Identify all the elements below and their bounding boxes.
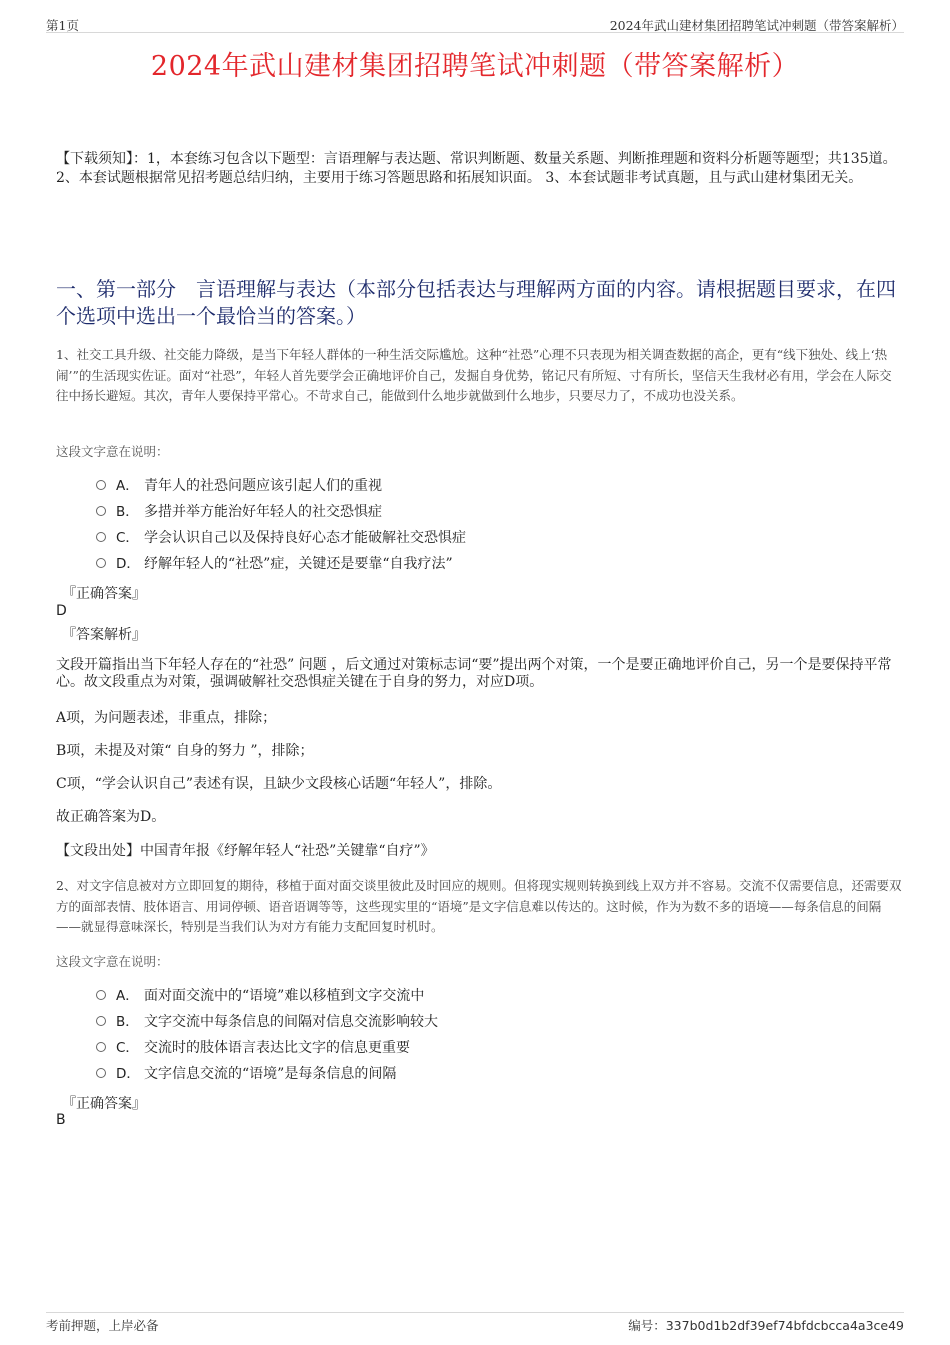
radio-icon[interactable] <box>96 1068 106 1078</box>
question-1-analysis-conclusion: 故正确答案为D。 <box>56 809 166 825</box>
question-2-answer-label: 『正确答案』 <box>62 1096 146 1112</box>
question-1-analysis-label: 『答案解析』 <box>62 627 146 643</box>
question-2-option-d[interactable]: D． 文字信息交流的“语境”是每条信息的间隔 <box>96 1063 396 1085</box>
question-2-option-b[interactable]: B． 文字交流中每条信息的间隔对信息交流影响较大 <box>96 1011 438 1033</box>
page-header <box>46 14 904 33</box>
radio-icon[interactable] <box>96 480 106 490</box>
question-2-text: 2、对文字信息被对方立即回复的期待，移植于面对面交谈里彼此及时回应的规则。但将现实规则转换到线上双方并不容易。交流不仅需要信息，还需要双方的面部表情、肢体语言、用词停顿、语音语调等等，这些现实里的“语境”是文字信息难以传达的。这时候，作为为数不多的语境——每条信息的间隔——就显得意味深长，特别是当我们认为对方有能力支配回复时机时。 <box>56 878 902 934</box>
question-1-prompt: 这段文字意在说明： <box>56 444 169 459</box>
question-1-option-a[interactable]: A． 青年人的社恐问题应该引起人们的重视 <box>96 475 382 497</box>
question-2-option-a[interactable]: A． 面对面交流中的“语境”难以移植到文字交流中 <box>96 985 424 1007</box>
question-2-option-c[interactable]: C． 交流时的肢体语言表达比文字的信息更重要 <box>96 1037 410 1059</box>
footer-slogan: 考前押题，上岸必备 <box>46 1318 159 1333</box>
radio-icon[interactable] <box>96 1042 106 1052</box>
question-1-option-d[interactable]: D． 纾解年轻人的“社恐”症，关键还是要靠“自我疗法” <box>96 553 453 575</box>
radio-icon[interactable] <box>96 506 106 516</box>
document-title: 2024年武山建材集团招聘笔试冲刺题（带答案解析） <box>150 51 800 82</box>
radio-icon[interactable] <box>96 532 106 542</box>
question-1-analysis-c: C项，“学会认识自己”表述有误，且缺少文段核心话题“年轻人”，排除。 <box>56 776 502 792</box>
question-1-analysis-main: 文段开篇指出当下年轻人存在的“社恐” 问题 ，后文通过对策标志词“要”提出两个对策，一个是要正确地评价自己，另一个是要保持平常心。故文段重点为对策，强调破解社交恐惧症关键在于自身的努力，对应D项。 <box>56 657 892 690</box>
question-1-text: 1、社交工具升级、社交能力降级，是当下年轻人群体的一种生活交际尴尬。这种“社恐”心理不只表现为相关调查数据的高企，更有“线下独处、线上‘热闹’”的生活现实佐证。面对“社恐”，年轻人首先要学会正确地评价自己，发掘自身优势，铭记尺有所短、寸有所长，坚信天生我材必有用，学会在人际交往中扬长避短。其次，青年人要保持平常心。不苛求自己，能做到什么地步就做到什么地步，只要尽力了，不成功也没关系。 <box>56 347 892 403</box>
page-footer <box>46 1312 904 1333</box>
question-1-option-c[interactable]: C． 学会认识自己以及保持良好心态才能破解社交恐惧症 <box>96 527 466 549</box>
question-1-source: 【文段出处】中国青年报《纾解年轻人“社恐”关键靠“自疗”》 <box>56 843 435 859</box>
question-1-analysis-a: A项，为问题表述，非重点，排除； <box>56 710 277 726</box>
radio-icon[interactable] <box>96 1016 106 1026</box>
radio-icon[interactable] <box>96 558 106 568</box>
download-notice: 【下载须知】：1，本套练习包含以下题型：言语理解与表达题、常识判断题、数量关系题、判断推理题和资料分析题等题型；共135道。 2、本套试题根据常见招考题总结归纳，主要用于练习答题思路和拓展知识面。 3、本套试题非考试真题，且与武山建材集团无关。 <box>56 151 897 186</box>
question-2-prompt: 这段文字意在说明： <box>56 954 169 969</box>
page-number: 第1页 <box>46 18 79 33</box>
question-1-option-b[interactable]: B． 多措并举方能治好年轻人的社交恐惧症 <box>96 501 382 523</box>
section-title: 一、第一部分 言语理解与表达（本部分包括表达与理解两方面的内容。请根据题目要求，在四个选项中选出一个最恰当的答案。） <box>56 277 896 328</box>
question-1-answer-label: 『正确答案』 <box>62 586 146 602</box>
question-1-analysis-b: B项，未提及对策“ 自身的努力 ”，排除； <box>56 743 314 759</box>
radio-icon[interactable] <box>96 990 106 1000</box>
footer-code: 编号：337b0d1b2df39ef74bfdcbcca4a3ce49 <box>628 1318 904 1333</box>
question-1-answer: D <box>56 603 67 619</box>
question-2-answer: B <box>56 1112 66 1128</box>
header-doc-title: 2024年武山建材集团招聘笔试冲刺题（带答案解析） <box>609 18 904 33</box>
